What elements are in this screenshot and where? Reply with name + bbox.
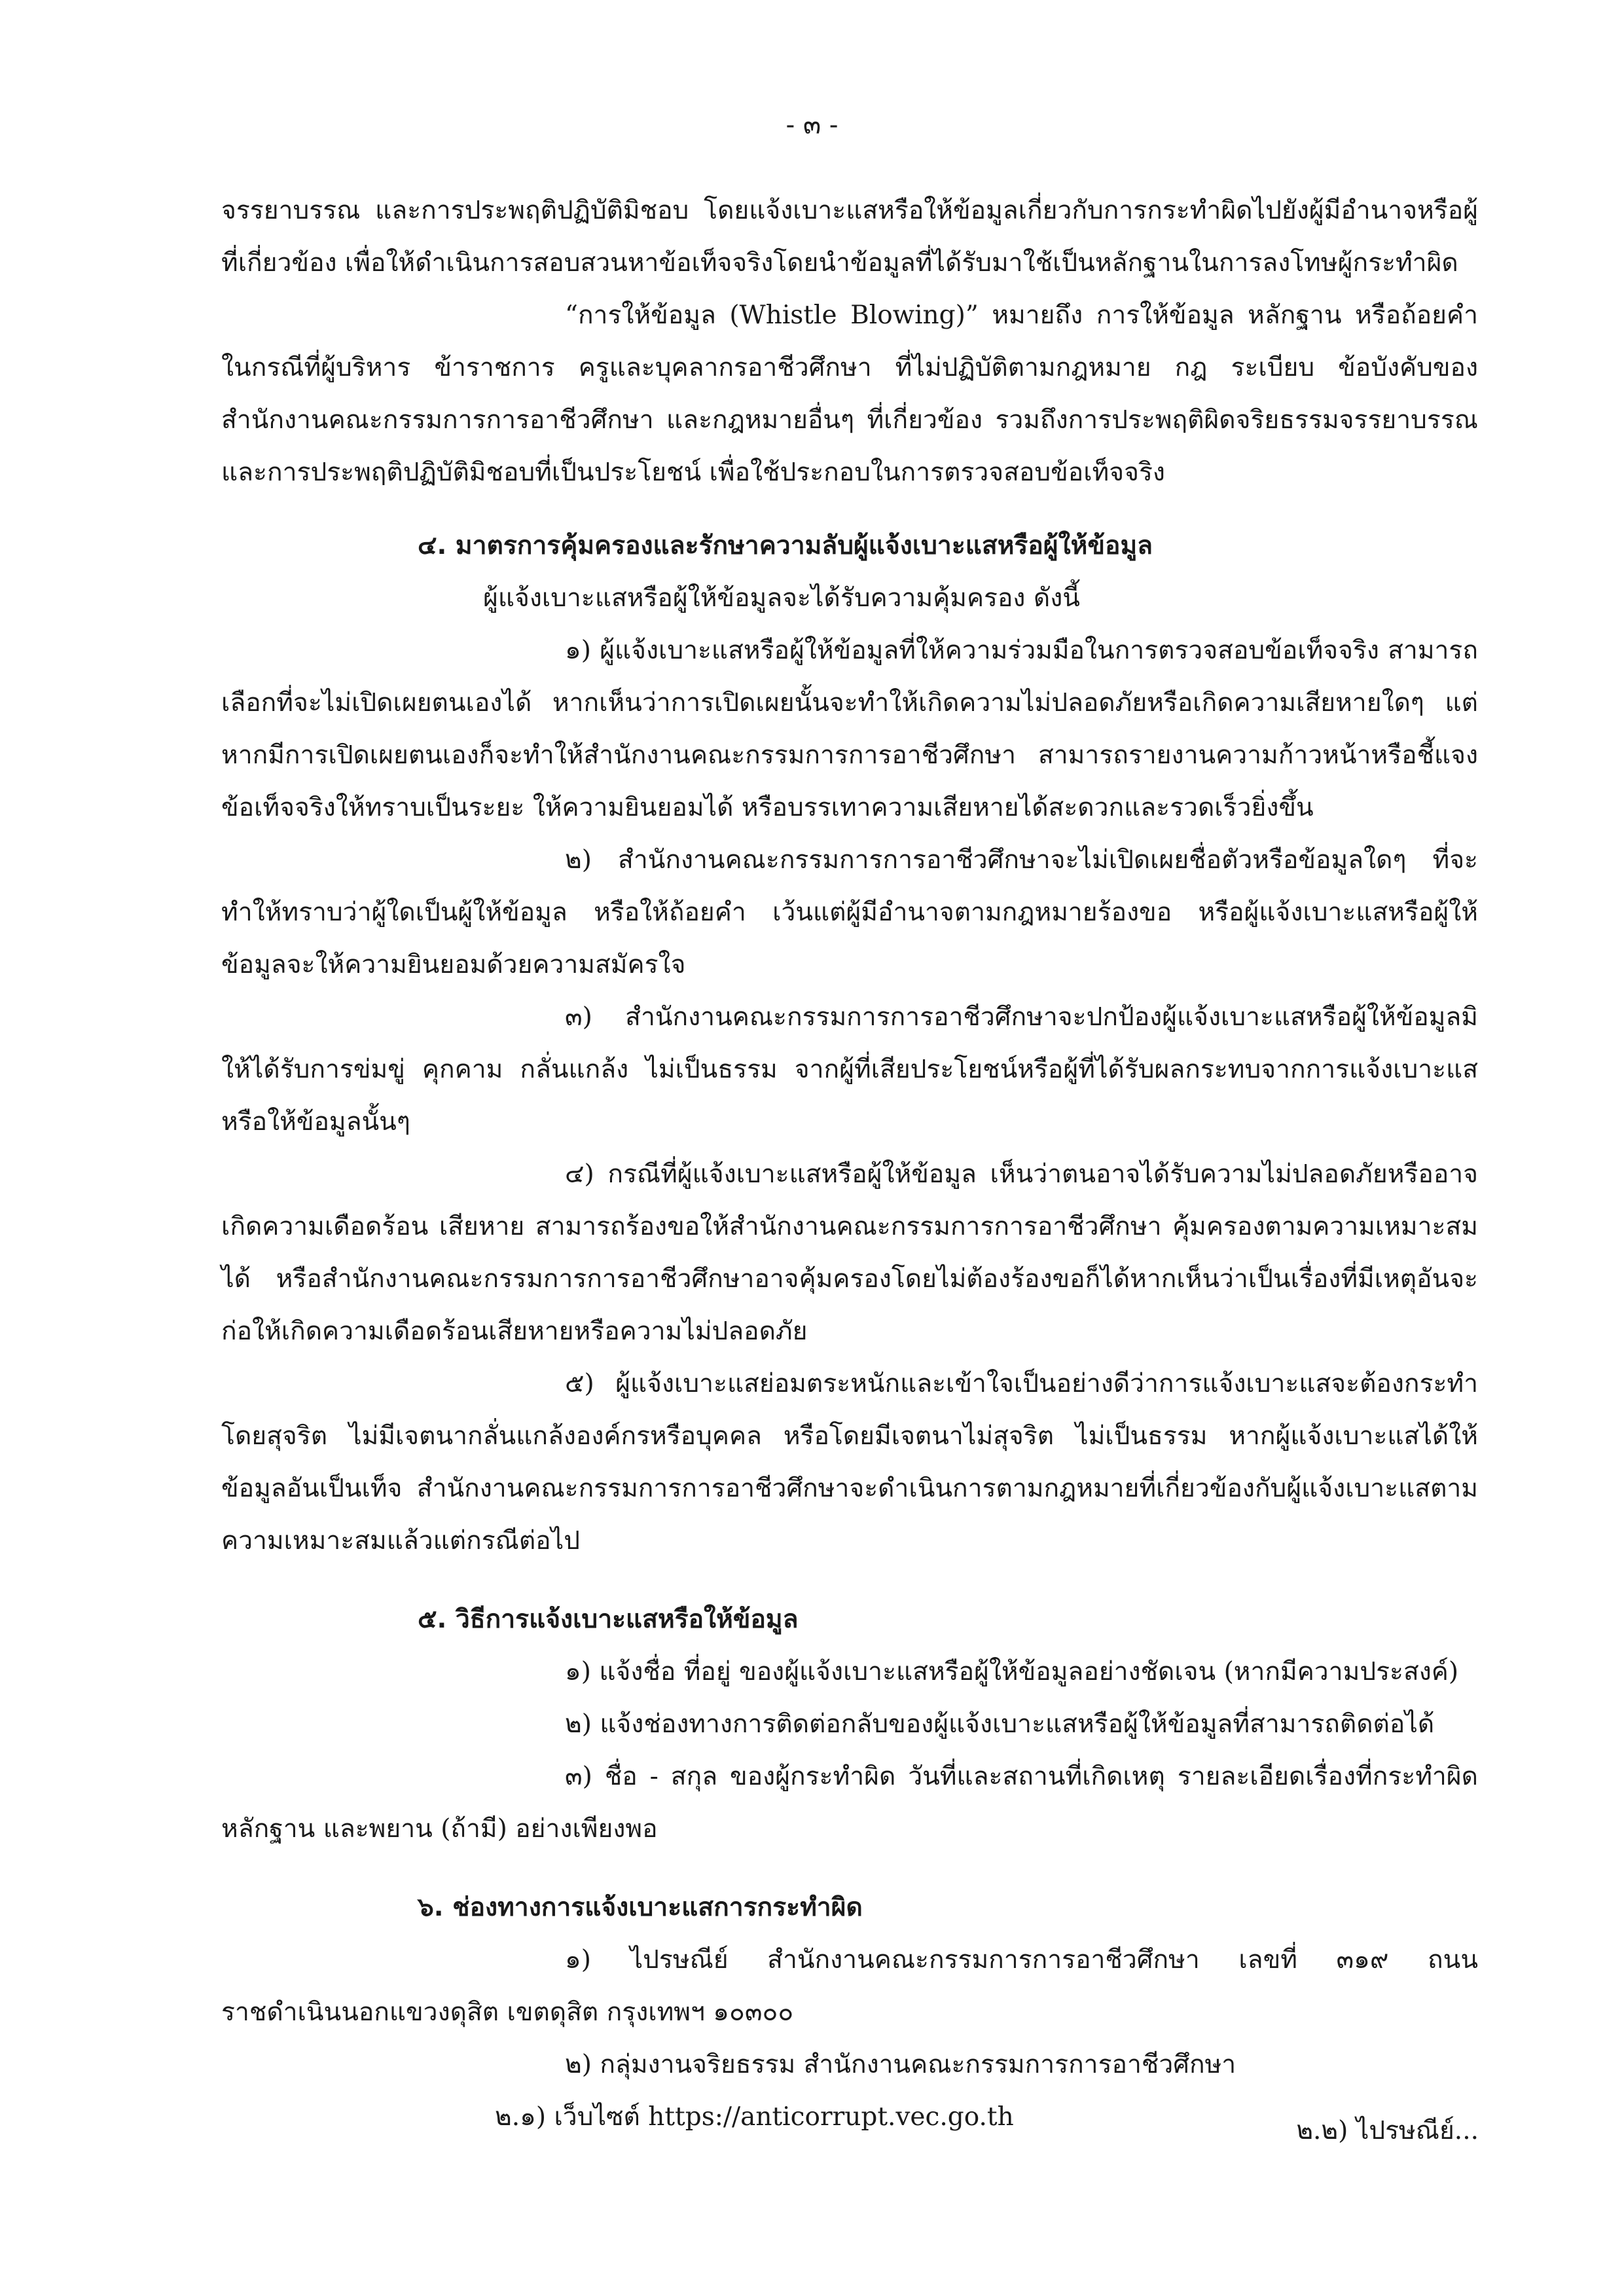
section-4-item: ๕) ผู้แจ้งเบาะแสย่อมตระหนักและเข้าใจเป็นอย่างดีว่าการแจ้งเบาะแสจะต้องกระทำโดยสุจริต ไม่มีเจตนากลั่นแกล้งองค์กรหรือบุคคล หรือโดยมีเจตนาไม่สุจริต ไม่เป็นธรรม หากผู้แจ้งเบาะแสได้ให้ข้อมูลอันเป็นเท็จ สำนักงานคณะกรรมการการอาชีวศึกษาจะดำเนินการตามกฎหมายที่เกี่ยวข้องกับผู้แจ้งเบาะแสตามความเหมาะสมแล้วแต่กรณีต่อไป [221,1369,1478,1556]
section-4-item: ๒) สำนักงานคณะกรรมการการอาชีวศึกษาจะไม่เปิดเผยชื่อตัวหรือข้อมูลใดๆ ที่จะทำให้ทราบว่าผู้ใดเป็นผู้ให้ข้อมูล หรือให้ถ้อยคำ เว้นแต่ผู้มีอำนาจตามกฎหมายร้องขอ หรือผู้แจ้งเบาะแสหรือผู้ให้ข้อมูลจะให้ความยินยอมด้วยความสมัครใจ [221,845,1478,979]
continuation-marker: ๒.๒) ไปรษณีย์... [1296,2116,1479,2145]
section-6-subitem: ๒.๑) เว็บไซต์ https://anticorrupt.vec.go.th [495,2102,1014,2132]
section-4-lead: ผู้แจ้งเบาะแสหรือผู้ให้ข้อมูลจะได้รับความคุ้มครอง ดังนี้ [483,583,1080,613]
section-5-item: ๒) แจ้งช่องทางการติดต่อกลับของผู้แจ้งเบาะแสหรือผู้ให้ข้อมูลที่สามารถติดต่อได้ [565,1709,1435,1739]
definition-paragraph: “การให้ข้อมูล (Whistle Blowing)” หมายถึง การให้ข้อมูล หลักฐาน หรือถ้อยคำ ในกรณีที่ผู้บริหาร ข้าราชการ ครูและบุคลากรอาชีวศึกษา ที่ไม่ปฏิบัติตามกฎหมาย กฎ ระเบียบ ข้อบังคับของสำนักงานคณะกรรมการการอาชีวศึกษา และกฎหมายอื่นๆ ที่เกี่ยวข้อง รวมถึงการประพฤติผิดจริยธรรมจรรยาบรรณ และการประพฤติปฏิบัติมิชอบที่เป็นประโยชน์ เพื่อใช้ประกอบในการตรวจสอบข้อเท็จจริง [221,301,1478,487]
section-6-heading: ๖. ช่องทางการแจ้งเบาะแสการกระทำผิด [418,1893,863,1922]
section-5-item: ๑) แจ้งชื่อ ที่อยู่ ของผู้แจ้งเบาะแสหรือผู้ให้ข้อมูลอย่างชัดเจน (หากมีความประสงค์) [565,1657,1459,1686]
section-5-item: ๓) ชื่อ - สกุล ของผู้กระทำผิด วันที่และสถานที่เกิดเหตุ รายละเอียดเรื่องที่กระทำผิดหลักฐาน และพยาน (ถ้ามี) อย่างเพียงพอ [221,1762,1478,1844]
section-4-item: ๓) สำนักงานคณะกรรมการการอาชีวศึกษาจะปกป้องผู้แจ้งเบาะแสหรือผู้ให้ข้อมูลมิให้ได้รับการข่มขู่ คุกคาม กลั่นแกล้ง ไม่เป็นธรรม จากผู้ที่เสียประโยชน์หรือผู้ที่ได้รับผลกระทบจากการแจ้งเบาะแสหรือให้ข้อมูลนั้นๆ [221,1002,1478,1137]
section-4-item: ๑) ผู้แจ้งเบาะแสหรือผู้ให้ข้อมูลที่ให้ความร่วมมือในการตรวจสอบข้อเท็จจริง สามารถเลือกที่จะไม่เปิดเผยตนเองได้ หากเห็นว่าการเปิดเผยนั้นจะทำให้เกิดความไม่ปลอดภัยหรือเกิดความเสียหายใดๆ แต่หากมีการเปิดเผยตนเองก็จะทำให้สำนักงานคณะกรรมการการอาชีวศึกษา สามารถรายงานความก้าวหน้าหรือชี้แจงข้อเท็จจริงให้ทราบเป็นระยะ ให้ความยินยอมได้ หรือบรรเทาความเสียหายได้สะดวกและรวดเร็วยิ่งขึ้น [221,636,1478,822]
section-6-item: ๑) ไปรษณีย์ สำนักงานคณะกรรมการการอาชีวศึกษา เลขที่ ๓๑๙ ถนนราชดำเนินนอกแขวงดุสิต เขตดุสิต กรุงเทพฯ ๑๐๓๐๐ [221,1945,1478,2027]
intro-paragraph: จรรยาบรรณ และการประพฤติปฏิบัติมิชอบ โดยแจ้งเบาะแสหรือให้ข้อมูลเกี่ยวกับการกระทำผิดไปยังผู้มีอำนาจหรือผู้ที่เกี่ยวข้อง เพื่อให้ดำเนินการสอบสวนหาข้อเท็จจริงโดยนำข้อมูลที่ได้รับมาใช้เป็นหลักฐานในการลงโทษผู้กระทำผิด [221,196,1478,278]
section-4-heading: ๔. มาตรการคุ้มครองและรักษาความลับผู้แจ้งเบาะแสหรือผู้ให้ข้อมูล [418,531,1153,560]
section-6-item: ๒) กลุ่มงานจริยธรรม สำนักงานคณะกรรมการการอาชีวศึกษา [565,2050,1236,2079]
section-5-heading: ๕. วิธีการแจ้งเบาะแสหรือให้ข้อมูล [418,1605,799,1634]
section-4-item: ๔) กรณีที่ผู้แจ้งเบาะแสหรือผู้ให้ข้อมูล เห็นว่าตนอาจได้รับความไม่ปลอดภัยหรืออาจเกิดความเดือดร้อน เสียหาย สามารถร้องขอให้สำนักงานคณะกรรมการการอาชีวศึกษา คุ้มครองตามความเหมาะสมได้ หรือสำนักงานคณะกรรมการการอาชีวศึกษาอาจคุ้มครองโดยไม่ต้องร้องขอก็ได้หากเห็นว่าเป็นเรื่องที่มีเหตุอันจะก่อให้เกิดความเดือดร้อนเสียหายหรือความไม่ปลอดภัย [221,1159,1478,1346]
document-body [221,185,1478,2143]
page-number: - ๓ - [785,110,839,140]
